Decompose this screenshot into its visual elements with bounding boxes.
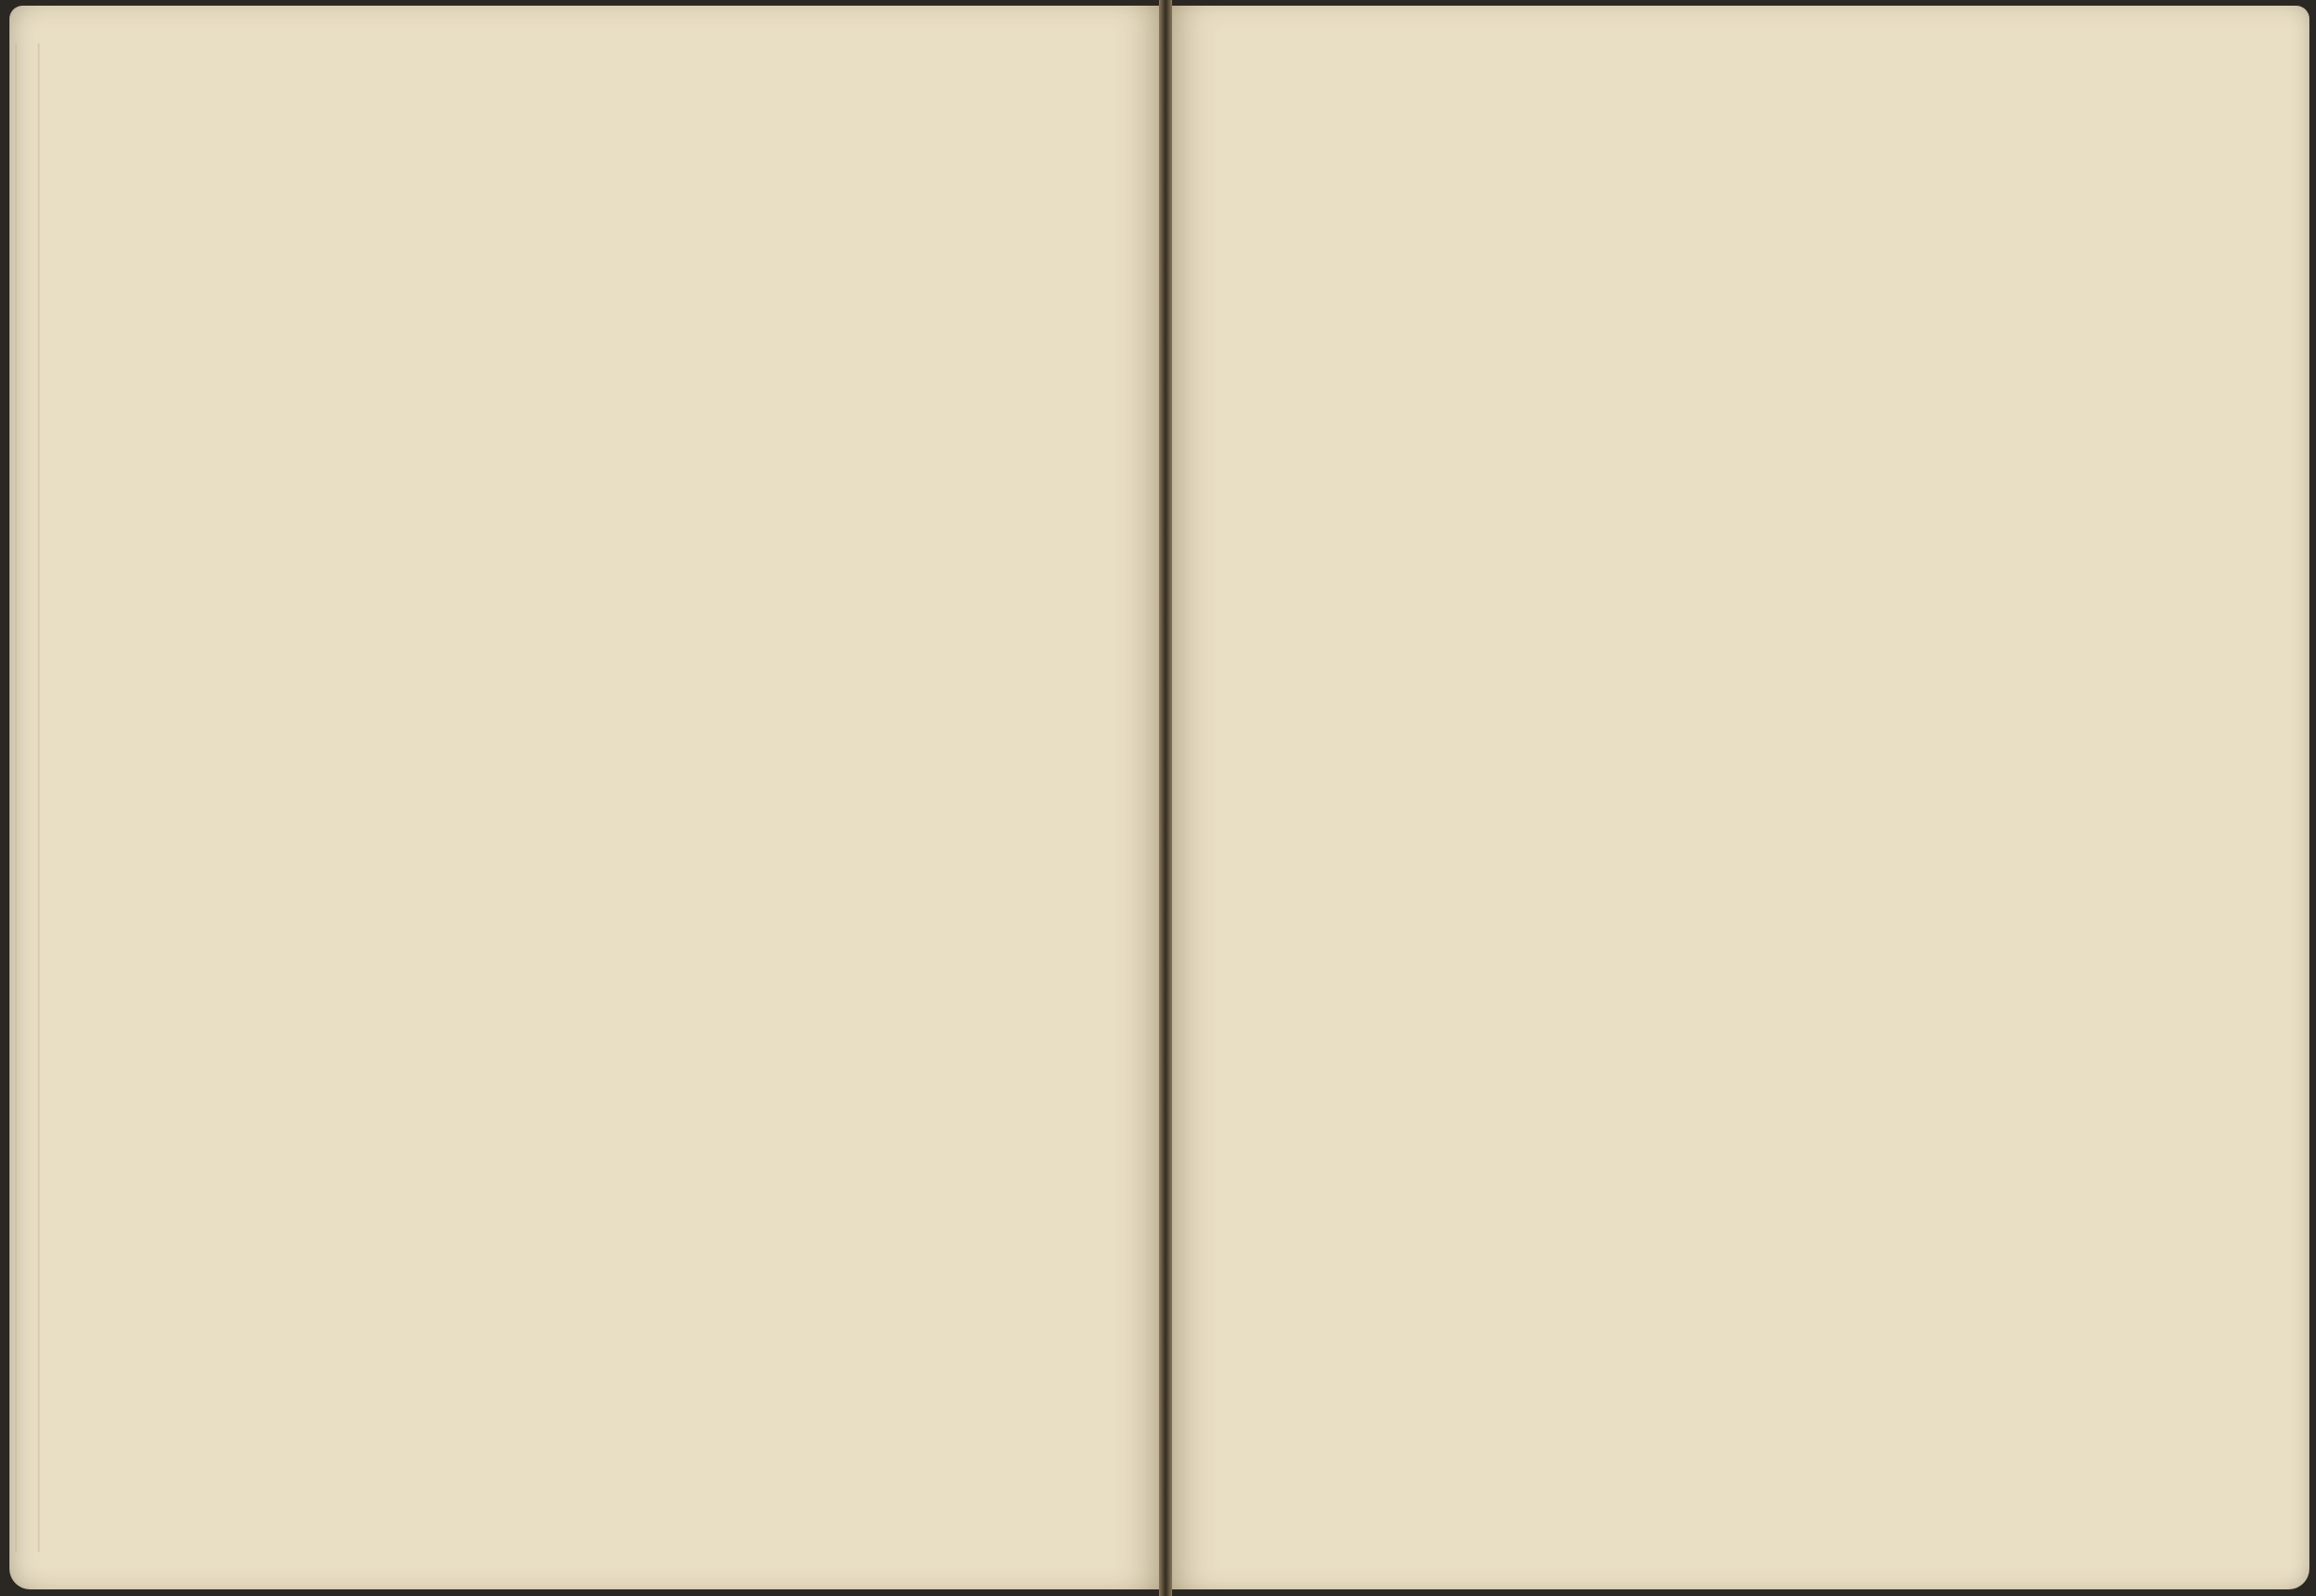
right-page bbox=[1166, 6, 2309, 1589]
left-page bbox=[9, 6, 1165, 1589]
page-edges bbox=[15, 43, 40, 1552]
book-gutter bbox=[1159, 0, 1172, 1596]
